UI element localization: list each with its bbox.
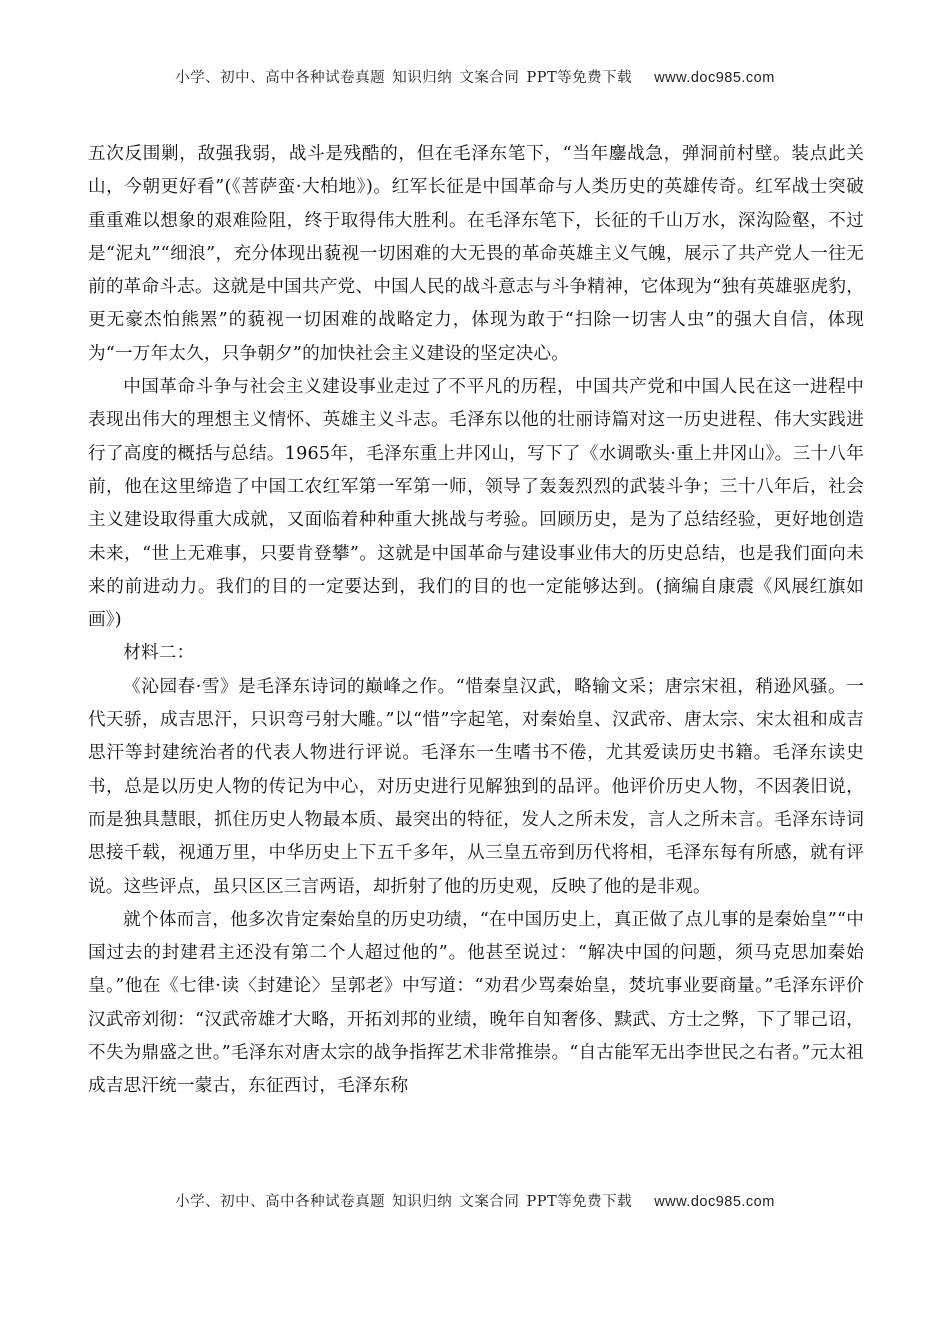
page-footer xyxy=(0,1190,950,1211)
footer-text: 小学、初中、高中各种试卷真题 知识归纳 文案合同 PPT等免费下载 xyxy=(175,1194,633,1210)
document-body xyxy=(88,138,864,1104)
material-two-label: 材料二： xyxy=(123,643,195,664)
paragraph-2: 中国革命斗争与社会主义建设事业走过了不平凡的历程，中国共产党和中国人民在这一进程中表现出伟大的理想主义情怀、英雄主义斗志。毛泽东以他的壮丽诗篇对这一历史进程、伟大实践进行了高度的概括与总结。1965年，毛泽东重上井冈山，写下了《水调歌头·重上井冈山》。三十八年前，他在这里缔造了中国工农红军第一军第一师，领导了轰轰烈烈的武装斗争；三十八年后，社会主义建设取得重大成就，又面临着种种重大挑战与考验。回顾历史，是为了总结经验，更好地创造未来，“世上无难事，只要肯登攀”。这就是中国革命与建设事业伟大的历史总结，也是我们面向未来的前进动力。我们的目的一定要达到，我们的目的也一定能够达到。(摘编自康震《风展红旗如画》) xyxy=(88,377,864,631)
header-url[interactable]: www.doc985.com xyxy=(654,70,775,86)
footer-url[interactable]: www.doc985.com xyxy=(654,1194,775,1210)
paragraph-1: 五次反围剿，敌强我弱，战斗是残酷的，但在毛泽东笔下，“当年鏖战急，弹洞前村壁。装点此关山，今朝更好看”(《菩萨蛮·大柏地》)。红军长征是中国革命与人类历史的英雄传奇。红军战士突破重重难以想象的艰难险阻，终于取得伟大胜利。在毛泽东笔下，长征的千山万水，深沟险壑，不过是“泥丸”“细浪”，充分体现出藐视一切困难的大无畏的革命英雄主义气魄，展示了共产党人一往无前的革命斗志。这就是中国共产党、中国人民的战斗意志与斗争精神，它体现为“独有英雄驱虎豹，更无豪杰怕熊罴”的藐视一切困难的战略定力，体现为敢于“扫除一切害人虫”的强大自信，体现为“一万年太久，只争朝夕”的加快社会主义建设的坚定决心。 xyxy=(88,144,864,364)
page-header xyxy=(0,66,950,87)
paragraph-4: 就个体而言，他多次肯定秦始皇的历史功绩，“在中国历史上，真正做了点儿事的是秦始皇”“中国过去的封建君主还没有第二个人超过他的”。他甚至说过：“解决中国的问题，须马克思加秦始皇。”他在《七律·读〈封建论〉呈郭老》中写道：“劝君少骂秦始皇，焚坑事业要商量。”毛泽东评价汉武帝刘彻：“汉武帝雄才大略，开拓刘邦的业绩，晚年自知奢侈、黩武、方士之弊，下了罪己诏，不失为鼎盛之世。”毛泽东对唐太宗的战争指挥艺术非常推崇。“自古能军无出李世民之右者。”元太祖成吉思汗统一蒙古，东征西讨，毛泽东称 xyxy=(88,909,864,1097)
header-text: 小学、初中、高中各种试卷真题 知识归纳 文案合同 PPT等免费下载 xyxy=(175,70,633,86)
paragraph-3: 《沁园春·雪》是毛泽东诗词的巅峰之作。“惜秦皇汉武，略输文采；唐宗宋祖，稍逊风骚。一代天骄，成吉思汗，只识弯弓射大雕。”以“惜”字起笔，对秦始皇、汉武帝、唐太宗、宋太祖和成吉思汗等封建统治者的代表人物进行评说。毛泽东一生嗜书不倦，尤其爱读历史书籍。毛泽东读史书，总是以历史人物的传记为中心，对历史进行见解独到的品评。他评价历史人物，不因袭旧说，而是独具慧眼，抓住历史人物最本质、最突出的特征，发人之所未发，言人之所未言。毛泽东诗词思接千载，视通万里，中华历史上下五千多年，从三皇五帝到历代将相，毛泽东每有所感，就有评说。这些评点，虽只区区三言两语，却折射了他的历史观，反映了他的是非观。 xyxy=(88,676,864,897)
